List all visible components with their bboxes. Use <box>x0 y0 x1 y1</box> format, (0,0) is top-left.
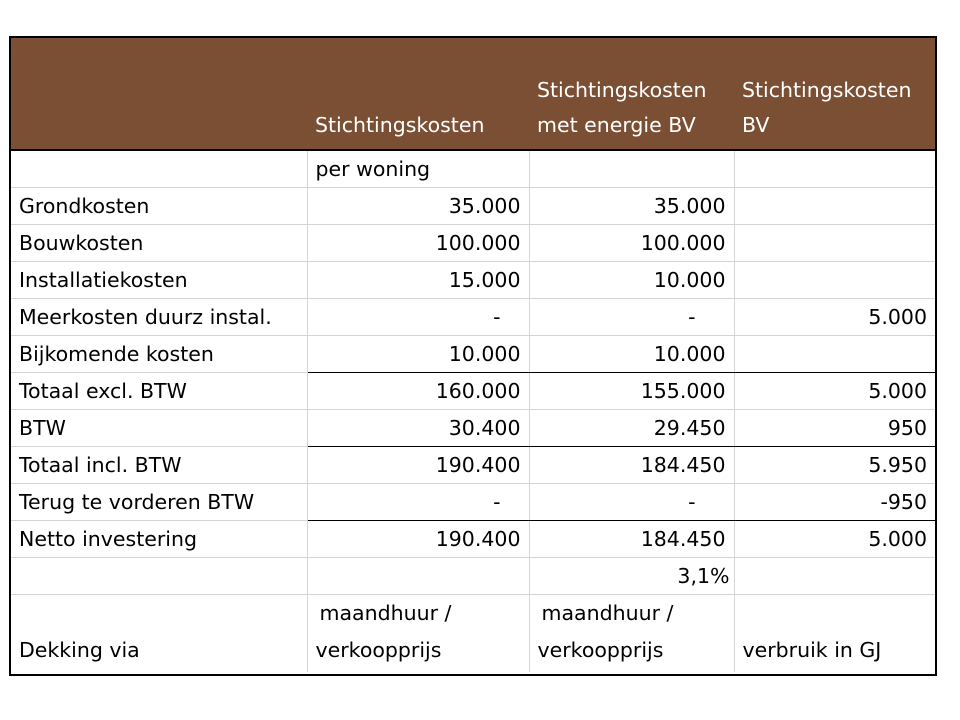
table-row <box>11 446 935 483</box>
row-value-c2: 184.450 <box>529 520 734 557</box>
row-value-c3: 950 <box>734 409 935 446</box>
row-value-c2: 10.000 <box>529 261 734 298</box>
percentage-row <box>11 557 935 594</box>
row-value-c3 <box>734 187 935 224</box>
table-row <box>11 298 935 335</box>
pct-empty <box>11 557 307 594</box>
unit-row <box>11 150 935 187</box>
table-row <box>11 187 935 224</box>
row-value-c3: 5.000 <box>734 520 935 557</box>
row-value-c1: 190.400 <box>307 446 529 483</box>
row-value-c3 <box>734 335 935 372</box>
row-label: Bijkomende kosten <box>11 335 307 372</box>
pct-empty-2 <box>307 557 529 594</box>
row-value-c3: 5.000 <box>734 372 935 409</box>
row-value-c1: 10.000 <box>307 335 529 372</box>
row-value-c2: 155.000 <box>529 372 734 409</box>
row-value-c3: -950 <box>734 483 935 520</box>
row-value-c1: 100.000 <box>307 224 529 261</box>
dekking-label: Dekking via <box>19 637 140 662</box>
table-row <box>11 224 935 261</box>
row-value-c1: 35.000 <box>307 187 529 224</box>
row-value-c2: - <box>529 298 734 335</box>
header-empty <box>11 38 307 150</box>
header-stichtingskosten: Stichtingskosten <box>307 38 529 150</box>
dekking-c2: maandhuur / verkoopprijs <box>529 594 734 672</box>
row-value-c3 <box>734 261 935 298</box>
table-row <box>11 372 935 409</box>
row-value-c2: 29.450 <box>529 409 734 446</box>
table-row <box>11 520 935 557</box>
unit-empty-2 <box>529 150 734 187</box>
row-label: Grondkosten <box>11 187 307 224</box>
unit-empty <box>11 150 307 187</box>
row-value-c1: - <box>307 483 529 520</box>
row-value-c2: 10.000 <box>529 335 734 372</box>
dekking-c1: maandhuur / verkoopprijs <box>307 594 529 672</box>
row-value-c3: 5.950 <box>734 446 935 483</box>
cost-table-frame <box>9 36 937 676</box>
row-label: Meerkosten duurz instal. <box>11 298 307 335</box>
row-label: Bouwkosten <box>11 224 307 261</box>
row-label: Terug te vorderen BTW <box>11 483 307 520</box>
row-label: Netto investering <box>11 520 307 557</box>
row-value-c1: - <box>307 298 529 335</box>
cost-table <box>11 38 935 672</box>
percentage-value: 3,1% <box>529 557 734 594</box>
pct-empty-3 <box>734 557 935 594</box>
row-value-c1: 160.000 <box>307 372 529 409</box>
dekking-row <box>11 594 935 672</box>
table-row <box>11 409 935 446</box>
header-stichtingskosten-bv: Stichtingskosten BV <box>734 38 935 150</box>
row-value-c1: 15.000 <box>307 261 529 298</box>
row-value-c2: - <box>529 483 734 520</box>
table-row <box>11 335 935 372</box>
row-label: Totaal excl. BTW <box>11 372 307 409</box>
table-row <box>11 261 935 298</box>
row-label: Totaal incl. BTW <box>11 446 307 483</box>
header-stichtingskosten-energie-bv: Stichtingskosten met energie BV <box>529 38 734 150</box>
row-value-c1: 190.400 <box>307 520 529 557</box>
row-value-c1: 30.400 <box>307 409 529 446</box>
dekking-c3: verbruik in GJ <box>734 594 935 672</box>
unit-empty-3 <box>734 150 935 187</box>
unit-note: per woning <box>307 150 529 187</box>
row-value-c2: 100.000 <box>529 224 734 261</box>
row-value-c2: 35.000 <box>529 187 734 224</box>
row-value-c2: 184.450 <box>529 446 734 483</box>
table-row <box>11 483 935 520</box>
row-label: Installatiekosten <box>11 261 307 298</box>
header-row <box>11 38 935 150</box>
row-value-c3 <box>734 224 935 261</box>
row-value-c3: 5.000 <box>734 298 935 335</box>
row-label: BTW <box>11 409 307 446</box>
